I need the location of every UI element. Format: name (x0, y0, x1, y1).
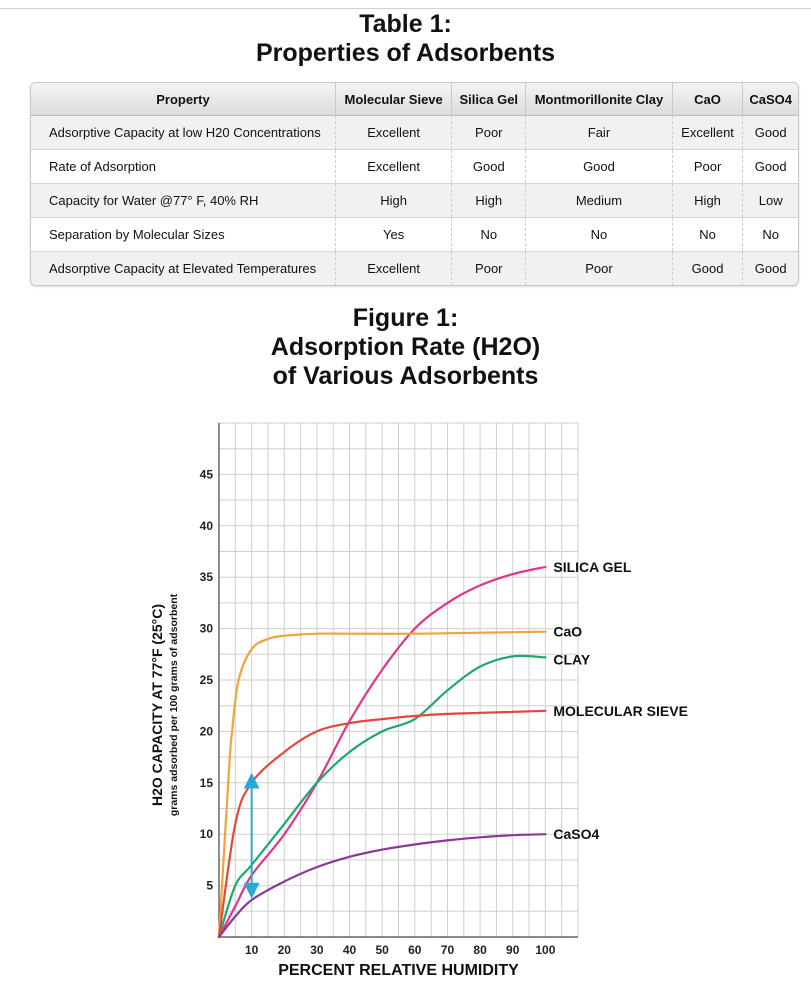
cell-cao: Excellent (672, 116, 743, 150)
y-tick-label: 30 (199, 621, 213, 636)
x-tick-label: 100 (535, 943, 556, 957)
header-clay: Montmorillonite Clay (526, 83, 673, 116)
header-caso4: CaSO4 (743, 83, 798, 116)
cell-property: Rate of Adsorption (31, 150, 335, 184)
x-tick-label: 70 (440, 943, 455, 957)
x-tick-label: 80 (473, 943, 487, 957)
table-row (31, 252, 798, 286)
cell-cao: No (672, 218, 743, 252)
x-tick-label: 10 (244, 943, 259, 957)
x-tick-label: 50 (375, 943, 389, 957)
series-label-caso4: CaSO4 (553, 826, 600, 843)
figure-title (0, 304, 811, 391)
x-tick-label: 60 (408, 943, 422, 957)
cell-molecular-sieve: Yes (335, 218, 451, 252)
figure-title-line1: Figure 1: (352, 304, 459, 332)
cell-clay: Fair (526, 116, 673, 150)
header-cao: CaO (672, 83, 743, 116)
series-label-silica-gel: SILICA GEL (553, 558, 632, 575)
cell-silica-gel: No (452, 218, 526, 252)
cell-silica-gel: Poor (452, 116, 526, 150)
header-property: Property (31, 83, 335, 116)
series-label-molecular-sieve: MOLECULAR SIEVE (553, 702, 688, 719)
cell-molecular-sieve: High (335, 184, 451, 218)
table-header-row (31, 83, 798, 116)
y-axis-title: H2O CAPACITY AT 77°F (25°C) (149, 603, 165, 807)
cell-molecular-sieve: Excellent (335, 116, 451, 150)
table-title-line2: Properties of Adsorbents (255, 39, 556, 67)
x-tick-label: 40 (342, 943, 357, 957)
cell-molecular-sieve: Excellent (335, 252, 451, 286)
header-molecular-sieve: Molecular Sieve (335, 83, 451, 116)
cell-caso4: Good (743, 252, 798, 286)
figure-title-line2: Adsorption Rate (H2O) (270, 333, 541, 361)
cell-property: Adsorptive Capacity at low H20 Concentrations (31, 116, 335, 150)
properties-table (30, 82, 799, 286)
cell-cao: High (672, 184, 743, 218)
table-row (31, 218, 798, 252)
y-tick-label: 45 (199, 467, 213, 482)
top-divider (0, 8, 811, 9)
cell-silica-gel: Poor (452, 252, 526, 286)
table-row (31, 116, 798, 150)
series-label-cao: CaO (553, 623, 583, 640)
y-tick-label: 10 (199, 827, 213, 842)
y-tick-label: 20 (199, 724, 213, 739)
cell-cao: Good (672, 252, 743, 286)
cell-clay: Medium (526, 184, 673, 218)
adsorption-chart (0, 395, 811, 995)
table-title (0, 10, 811, 68)
header-silica-gel: Silica Gel (452, 83, 526, 116)
y-tick-label: 15 (199, 775, 213, 790)
table-title-line1: Table 1: (359, 10, 452, 38)
y-tick-label: 40 (199, 518, 213, 533)
cell-molecular-sieve: Excellent (335, 150, 451, 184)
cell-clay: Poor (526, 252, 673, 286)
cell-caso4: Good (743, 150, 798, 184)
cell-caso4: No (743, 218, 798, 252)
cell-property: Adsorptive Capacity at Elevated Temperatures (31, 252, 335, 286)
y-tick-label: 5 (206, 878, 213, 893)
y-tick-label: 35 (199, 570, 213, 585)
x-axis-title: PERCENT RELATIVE HUMIDITY (278, 962, 519, 979)
y-axis-subtitle: grams adsorbed per 100 grams of adsorbent (168, 593, 180, 817)
cell-property: Separation by Molecular Sizes (31, 218, 335, 252)
cell-clay: Good (526, 150, 673, 184)
series-label-clay: CLAY (553, 651, 591, 668)
cell-silica-gel: Good (452, 150, 526, 184)
x-tick-label: 30 (310, 943, 324, 957)
cell-clay: No (526, 218, 673, 252)
figure-title-line3: of Various Adsorbents (272, 362, 539, 390)
chart-grid (219, 423, 578, 937)
cell-property: Capacity for Water @77° F, 40% RH (31, 184, 335, 218)
cell-silica-gel: High (452, 184, 526, 218)
cell-cao: Poor (672, 150, 743, 184)
y-tick-label: 25 (199, 673, 213, 687)
x-tick-label: 20 (277, 943, 291, 957)
cell-caso4: Good (743, 116, 798, 150)
table-row (31, 184, 798, 218)
table-row (31, 150, 798, 184)
x-tick-label: 90 (506, 943, 520, 957)
cell-caso4: Low (743, 184, 798, 218)
